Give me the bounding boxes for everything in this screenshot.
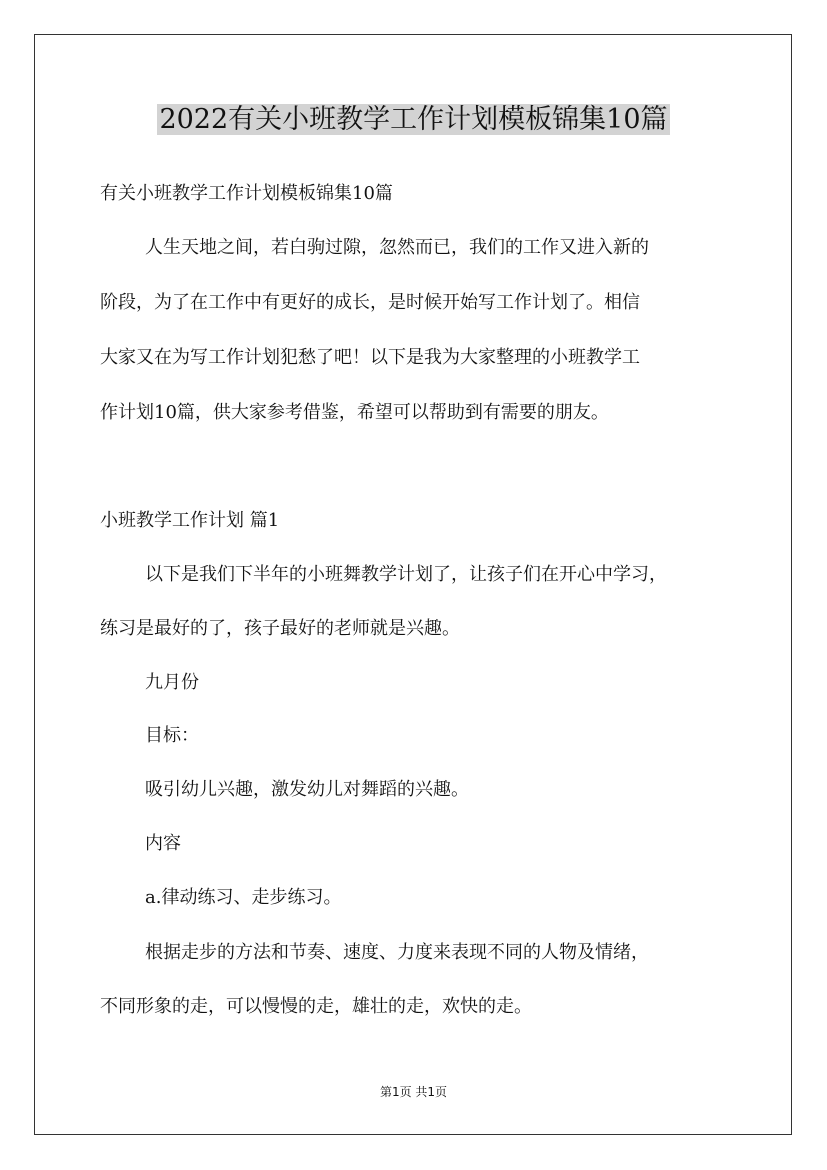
intro-line: 作计划10篇，供大家参考借鉴，希望可以帮助到有需要的朋友。 [100,402,609,423]
body-line: 练习是最好的了，孩子最好的老师就是兴趣。 [100,618,460,639]
body-line: 内容 [145,833,181,854]
intro-line: 人生天地之间，若白驹过隙，忽然而已，我们的工作又进入新的 [145,237,649,258]
document-title-text: 2022有关小班教学工作计划模板锦集10篇 [159,104,668,135]
body-line: 以下是我们下半年的小班舞教学计划了，让孩子们在开心中学习， [145,564,667,585]
document-title [0,98,827,142]
intro-line: 阶段，为了在工作中有更好的成长，是时候开始写工作计划了。相信 [100,292,640,313]
body-line: 吸引幼儿兴趣，激发幼儿对舞蹈的兴趣。 [145,779,469,800]
document-subtitle: 有关小班教学工作计划模板锦集10篇 [100,183,393,204]
section-heading: 小班教学工作计划 篇1 [100,510,280,531]
body-line: 九月份 [145,672,199,693]
page-footer: 第1页 共1页 [379,1085,448,1099]
body-line: a.律动练习、走步练习。 [145,887,342,908]
intro-line: 大家又在为写工作计划犯愁了吧！以下是我为大家整理的小班教学工 [100,347,640,368]
body-line: 根据走步的方法和节奏、速度、力度来表现不同的人物及情绪， [145,942,649,963]
body-line: 目标： [145,725,199,746]
body-line: 不同形象的走，可以慢慢的走，雄壮的走，欢快的走。 [100,996,532,1017]
